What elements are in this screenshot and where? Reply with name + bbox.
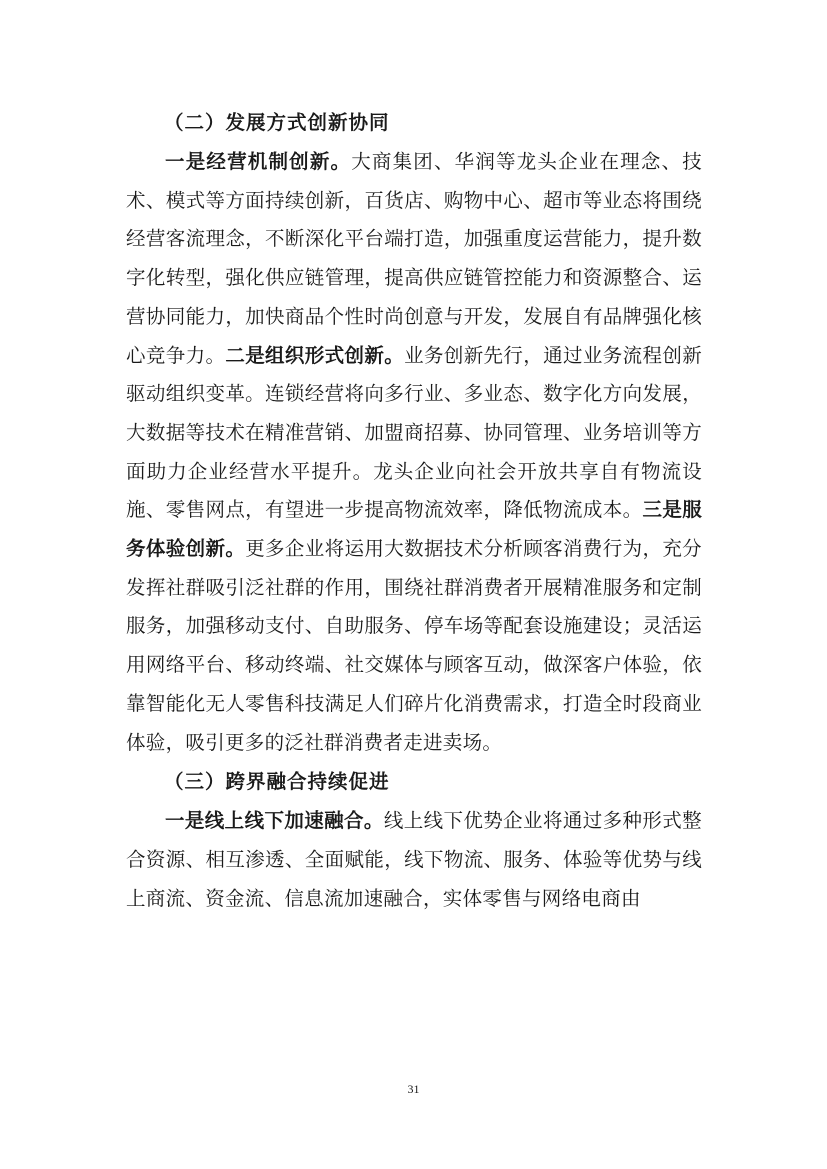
text-organization-innovation: 业务创新先行，通过业务流程创新驱动组织变革。连锁经营将向多行业、多业态、数字化方向发展，大数据等技术在精准营销、加盟商招募、协同管理、业务培训等方面助力企业经营水平提升。龙头企业向社会开放共享自有物流设施、零售网点，有望进一步提高物流效率，降低物流成本。 <box>126 343 702 522</box>
page-number: 31 <box>407 1082 420 1096</box>
text-service-innovation: 更多企业将运用大数据技术分析顾客消费行为，充分发挥社群吸引泛社群的作用，围绕社群消费者开展精准服务和定制服务，加强移动支付、自助服务、停车场等配套设施建设；灵活运用网络平台、移动终端、社交媒体与顾客互动，做深客户体验，依靠智能化无人零售科技满足人们碎片化消费需求，打造全时段商业体验，吸引更多的泛社群消费者走进卖场。 <box>126 537 702 754</box>
text-management-innovation: 大商集团、华润等龙头企业在理念、技术、模式等方面持续创新，百货店、购物中心、超市等业态将围绕经营客流理念，不断深化平台端打造，加强重度运营能力，提升数字化转型，强化供应链管理，提高供应链管控能力和资源整合、运营协同能力，加快商品个性时尚创意与开发，发展自有品牌强化核心竞争力。 <box>126 150 702 367</box>
page-content <box>126 103 702 918</box>
section-heading-2: （二）发展方式创新协同 <box>164 111 390 134</box>
paragraph-integration <box>126 802 702 918</box>
lead-organization-innovation: 二是组织形式创新。 <box>225 343 405 367</box>
text-online-offline: 线上线下优势企业将通过多种形式整合资源、相互渗透、全面赋能，线下物流、服务、体验等优势与线上商流、资金流、信息流加速融合，实体零售与网络电商由 <box>126 809 702 910</box>
lead-management-innovation: 一是经营机制创新。 <box>165 150 352 173</box>
lead-service-innovation: 三是服务体验创新。 <box>126 498 702 561</box>
lead-online-offline: 一是线上线下加速融合。 <box>165 809 384 833</box>
paragraph-innovation <box>126 143 702 762</box>
section-heading-3: （三）跨界融合持续促进 <box>164 770 390 794</box>
